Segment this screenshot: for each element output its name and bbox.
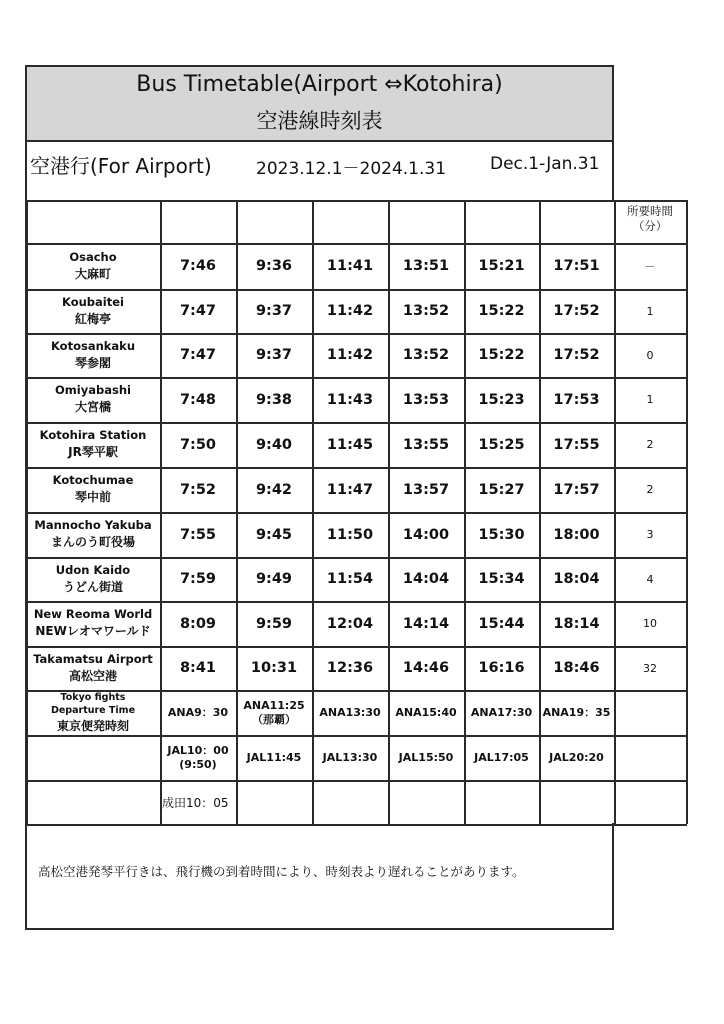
stop-name-en: Kotosankaku bbox=[50, 338, 136, 353]
travel-minutes: 2 bbox=[646, 438, 654, 451]
jal-flight-time: JAL20:20 bbox=[549, 750, 604, 764]
departure-time: 7:55 bbox=[179, 526, 217, 543]
flight-label-en: Tokyo fights bbox=[60, 691, 126, 703]
departure-time: 7:47 bbox=[179, 347, 217, 363]
travel-minutes: 1 bbox=[646, 393, 654, 406]
departure-time: 11:47 bbox=[326, 481, 374, 498]
jal-flight bbox=[539, 735, 614, 780]
departure-time: 11:50 bbox=[326, 526, 374, 543]
stop-name-en: Koubaitei bbox=[62, 294, 124, 309]
delay-notice: 高松空港発琴平行きは、飛行機の到着時間により、時刻表より遅れることがあります。 bbox=[38, 864, 525, 879]
stop-name-cell bbox=[26, 422, 160, 467]
ana-flight bbox=[312, 690, 388, 735]
departure-time: 14:14 bbox=[402, 615, 450, 632]
departure-time: 9:38 bbox=[255, 391, 293, 408]
timetable-title: Bus Timetable(Airport ⇔Kotohira) bbox=[136, 71, 503, 97]
departure-time: 15:34 bbox=[478, 571, 525, 587]
departure-time: 13:53 bbox=[402, 391, 450, 408]
stop-name-en: Osacho bbox=[69, 249, 117, 264]
departure-time: 8:41 bbox=[179, 660, 217, 676]
travel-minutes: － bbox=[644, 260, 656, 273]
departure-time: 15:25 bbox=[478, 436, 525, 453]
departure-time: 13:52 bbox=[402, 303, 450, 319]
departure-time: 9:36 bbox=[255, 258, 293, 274]
jal-flight bbox=[464, 735, 539, 780]
departure-time: 9:59 bbox=[255, 615, 293, 632]
departure-time: 15:21 bbox=[478, 258, 525, 274]
travel-minutes: 1 bbox=[646, 304, 654, 318]
stop-name-cell bbox=[26, 333, 160, 377]
departure-time: 11:42 bbox=[326, 347, 374, 363]
stop-name-ja: うどん街道 bbox=[62, 579, 123, 594]
departure-time: 7:50 bbox=[179, 436, 217, 453]
narita-flight: 成田10：05 bbox=[162, 795, 229, 810]
departure-time: 18:04 bbox=[553, 571, 600, 587]
jal-flight bbox=[388, 735, 464, 780]
stop-name-ja: まんのう町役場 bbox=[50, 535, 135, 549]
ana-flight-time: ANA17:30 bbox=[470, 705, 533, 719]
stop-name-ja: 紅梅亭 bbox=[74, 311, 111, 326]
travel-minutes: 10 bbox=[643, 617, 657, 630]
departure-time: 9:49 bbox=[255, 571, 293, 587]
flight-label-en2: Departure Time bbox=[50, 704, 136, 716]
stop-name-cell bbox=[26, 377, 160, 422]
departure-time: 18:14 bbox=[553, 615, 600, 632]
stop-name-ja: JR琴平駅 bbox=[68, 445, 118, 459]
stop-name-en: Omiyabashi bbox=[55, 383, 131, 397]
ana-flight-time: ANA11:25 bbox=[243, 698, 305, 712]
departure-time: 17:55 bbox=[553, 436, 600, 453]
ana-flight bbox=[236, 690, 312, 735]
jal-flight bbox=[236, 735, 312, 780]
departure-time: 11:54 bbox=[326, 571, 374, 587]
stop-name-ja: 大麻町 bbox=[74, 266, 111, 281]
travel-minutes: 3 bbox=[646, 528, 654, 541]
departure-time: 11:43 bbox=[326, 391, 374, 408]
departure-time: 12:36 bbox=[326, 660, 374, 676]
ana-flight-time: ANA15:40 bbox=[395, 705, 457, 719]
stop-name-cell bbox=[26, 512, 160, 557]
ana-flight-time: ANA13:30 bbox=[319, 705, 381, 719]
stop-name-cell bbox=[26, 289, 160, 333]
departure-time: 11:42 bbox=[326, 303, 374, 319]
stop-name-ja: NEWレオマワールド bbox=[35, 624, 151, 638]
departure-time: 13:52 bbox=[402, 347, 450, 363]
stop-name-en: Kotohira Station bbox=[39, 428, 147, 442]
jal-flight-note: (9:50) bbox=[179, 757, 217, 771]
stop-name-ja: 琴中前 bbox=[74, 490, 111, 504]
ana-flight bbox=[464, 690, 539, 735]
departure-time: 10:31 bbox=[250, 660, 298, 676]
stop-name-cell bbox=[26, 467, 160, 512]
frame-bottom-border bbox=[25, 928, 614, 930]
stop-name-cell bbox=[26, 646, 160, 690]
departure-time: 15:23 bbox=[478, 391, 525, 408]
duration-header bbox=[614, 200, 686, 243]
title-top-border bbox=[25, 65, 614, 67]
departure-time: 15:30 bbox=[478, 526, 525, 543]
jal-flight-time: JAL13:30 bbox=[322, 750, 378, 764]
jal-flight bbox=[160, 735, 236, 780]
stop-name-en: New Reoma World bbox=[33, 607, 153, 621]
jal-flight bbox=[312, 735, 388, 780]
frame-right-border-upper bbox=[612, 65, 614, 201]
stop-name-cell bbox=[26, 557, 160, 601]
row-divider bbox=[25, 200, 687, 202]
title-bottom-border bbox=[25, 140, 614, 142]
departure-time: 13:55 bbox=[402, 436, 450, 453]
departure-time: 17:52 bbox=[553, 303, 600, 319]
departure-time: 15:22 bbox=[478, 347, 525, 363]
stop-name-cell bbox=[26, 601, 160, 646]
column-divider bbox=[686, 200, 688, 824]
departure-time: 15:44 bbox=[478, 615, 525, 632]
departure-time: 18:46 bbox=[553, 660, 600, 676]
travel-minutes: 2 bbox=[646, 483, 654, 496]
departure-time: 8:09 bbox=[179, 615, 217, 632]
departure-time: 14:04 bbox=[402, 571, 450, 587]
duration-header-label: 所要時間（分） bbox=[627, 204, 673, 233]
departure-time: 13:57 bbox=[402, 481, 450, 498]
row-divider bbox=[25, 780, 687, 782]
timetable-title-ja: 空港線時刻表 bbox=[256, 109, 383, 133]
departure-time: 7:52 bbox=[179, 481, 217, 498]
ana-flight-time: ANA9：30 bbox=[167, 705, 229, 719]
jal-flight-time: JAL17:05 bbox=[474, 750, 529, 764]
departure-time: 15:22 bbox=[478, 303, 525, 319]
departure-time: 17:53 bbox=[553, 391, 600, 408]
date-range-en: Dec.1-Jan.31 bbox=[490, 154, 600, 174]
ana-flight-note: （那覇） bbox=[252, 712, 296, 726]
stop-name-en: Takamatsu Airport bbox=[33, 651, 153, 666]
stop-name-en: Mannocho Yakuba bbox=[34, 518, 152, 532]
departure-time: 18:00 bbox=[553, 526, 600, 543]
flight-label-cell bbox=[26, 690, 160, 735]
departure-time: 7:47 bbox=[179, 303, 217, 319]
frame-right-border-lower bbox=[612, 823, 614, 930]
departure-time: 7:46 bbox=[179, 258, 217, 274]
jal-flight-time: JAL11:45 bbox=[246, 750, 302, 764]
ana-flight bbox=[160, 690, 236, 735]
departure-time: 17:57 bbox=[553, 481, 600, 498]
flight-label-ja: 東京便発時刻 bbox=[56, 718, 129, 733]
departure-time: 16:16 bbox=[478, 660, 525, 676]
jal-flight-time: JAL10：00 bbox=[167, 743, 229, 757]
ana-flight-time: ANA19：35 bbox=[542, 705, 611, 719]
departure-time: 9:45 bbox=[255, 526, 293, 543]
stop-name-en: Kotochumae bbox=[52, 473, 134, 487]
departure-time: 9:42 bbox=[255, 481, 293, 498]
departure-time: 15:27 bbox=[478, 481, 525, 498]
date-range: 2023.12.1－2024.1.31 bbox=[256, 159, 447, 179]
travel-minutes: 4 bbox=[646, 572, 654, 586]
departure-time: 17:51 bbox=[553, 258, 600, 274]
departure-time: 9:37 bbox=[255, 347, 293, 363]
row-divider bbox=[25, 824, 687, 826]
departure-time: 7:48 bbox=[179, 391, 217, 408]
ana-flight bbox=[539, 690, 614, 735]
stop-name-en: Udon Kaido bbox=[55, 562, 131, 577]
departure-time: 11:45 bbox=[326, 436, 374, 453]
direction-label: 空港行(For Airport) bbox=[30, 154, 212, 178]
departure-time: 14:46 bbox=[402, 660, 450, 676]
stop-name-ja: 琴参閣 bbox=[74, 355, 111, 370]
departure-time: 13:51 bbox=[402, 258, 450, 274]
travel-minutes: 32 bbox=[643, 661, 657, 675]
stop-name-cell bbox=[26, 243, 160, 289]
departure-time: 7:59 bbox=[179, 571, 217, 587]
ana-flight bbox=[388, 690, 464, 735]
departure-time: 9:40 bbox=[255, 436, 293, 453]
travel-minutes: 0 bbox=[646, 348, 654, 362]
jal-flight-time: JAL15:50 bbox=[398, 750, 454, 764]
departure-time: 12:04 bbox=[326, 615, 374, 632]
departure-time: 17:52 bbox=[553, 347, 600, 363]
departure-time: 11:41 bbox=[326, 258, 374, 274]
departure-time: 9:37 bbox=[255, 303, 293, 319]
departure-time: 14:00 bbox=[402, 526, 450, 543]
stop-name-ja: 高松空港 bbox=[68, 668, 117, 683]
stop-name-ja: 大宮橋 bbox=[74, 400, 111, 414]
